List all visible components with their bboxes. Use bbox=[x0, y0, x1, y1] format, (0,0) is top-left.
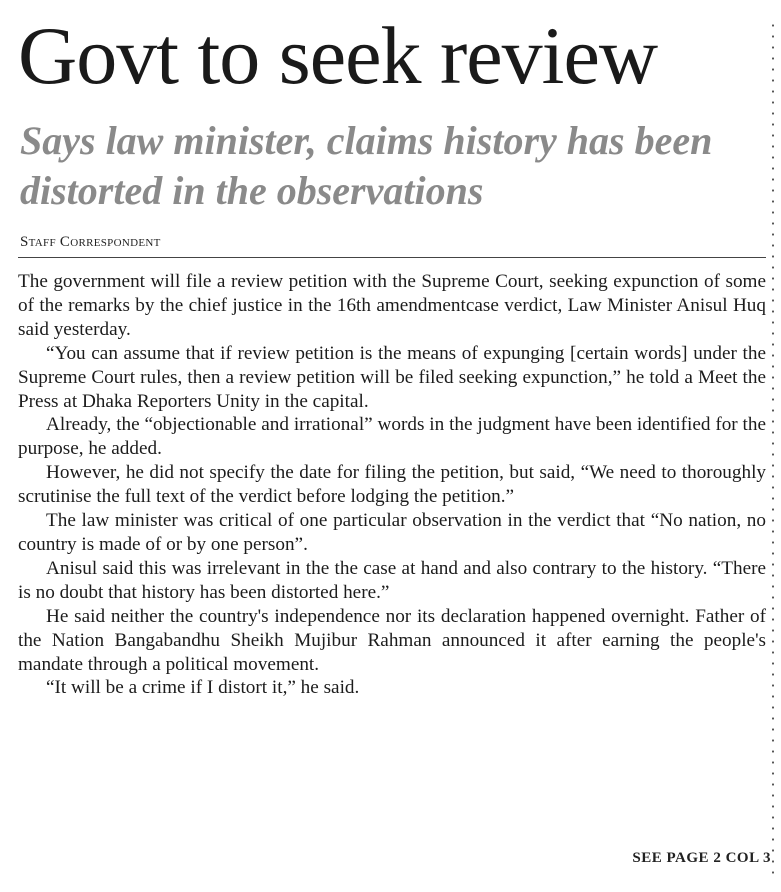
subheadline: Says law minister, claims history has been distorted in the observations bbox=[20, 118, 713, 213]
paragraph: “You can assume that if review petition is the means of expunging [certain words] under the Supreme Court rules, then a review petition will be filed seeking expunction,” he told a Meet the Press at Dhaka Reporters Unity in the capital. bbox=[18, 342, 766, 412]
paragraph: However, he did not specify the date for filing the petition, but said, “We need to thoroughly scrutinise the full text of the verdict before lodging the petition.” bbox=[18, 462, 766, 508]
byline: Staff Correspondent bbox=[20, 234, 161, 250]
paragraph: Already, the “objectionable and irrational” words in the judgment have been identified for the purpose, he added. bbox=[18, 414, 766, 460]
paragraph: He said neither the country's independence nor its declaration happened overnight. Father of the Nation Bangabandhu Sheikh Mujibur Rahman announced it after earning the people's mandate through a political movement. bbox=[18, 605, 766, 675]
continuation-note: SEE PAGE 2 COL 3 bbox=[632, 850, 771, 866]
paragraph: “It will be a crime if I distort it,” he said. bbox=[46, 677, 360, 699]
article-body bbox=[18, 270, 766, 700]
paragraph: The law minister was critical of one particular observation in the verdict that “No nation, no country is made of or by one person”. bbox=[18, 510, 766, 555]
dotted-column-separator bbox=[771, 20, 775, 880]
news-article bbox=[18, 0, 766, 892]
byline-divider bbox=[18, 257, 766, 258]
paragraph: Anisul said this was irrelevant in the the case at hand and also contrary to the history. “There is no doubt that history has been distorted here.” bbox=[18, 557, 766, 603]
headline: Govt to seek review bbox=[18, 10, 658, 101]
paragraph: The government will file a review petition with the Supreme Court, seeking expunction of some of the remarks by the chief justice in the 16th amendmentcase verdict, Law Minister Anisul Huq said yesterday. bbox=[18, 271, 766, 340]
